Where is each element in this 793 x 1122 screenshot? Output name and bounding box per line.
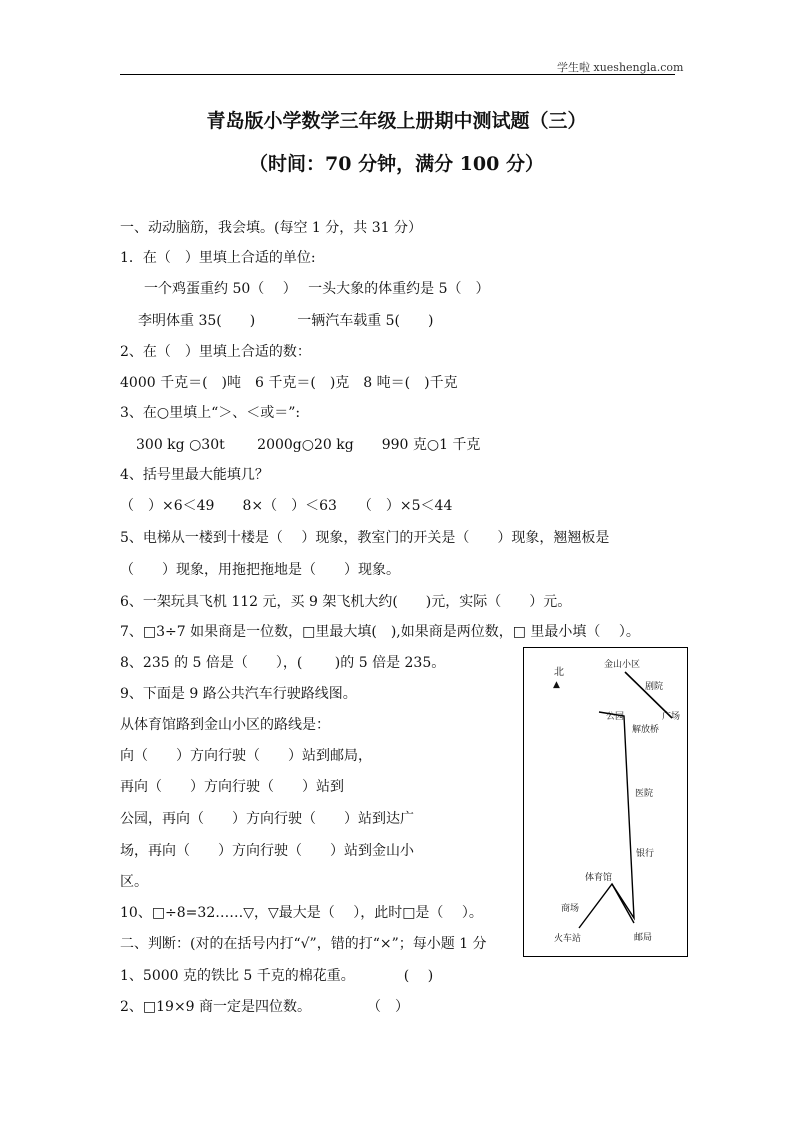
judge-1: 1、5000 克的铁比 5 千克的棉花重。 ( ) [120, 968, 434, 984]
stop-jinshan: 金山小区 [604, 660, 641, 670]
page-subtitle: （时间：70 分钟，满分 100 分） [249, 153, 544, 175]
question-4: 4、括号里最大能填几？ [120, 467, 269, 483]
header-rule [120, 74, 675, 75]
stop-huochezhan: 火车站 [554, 934, 582, 944]
page-title: 青岛版小学数学三年级上册期中测试题（三） [206, 110, 587, 132]
stop-gongyuan: 公园 [606, 712, 625, 722]
question-2-line-1: 4000 千克＝( )吨 6 千克＝( )克 8 吨＝( )千克 [120, 375, 458, 391]
question-1: 1．在（ ）里填上合适的单位: [120, 250, 316, 266]
question-3-line-1: 300 kg ○30t 2000g○20 kg 990 克○1 千克 [136, 437, 481, 453]
stop-guangchang: 广场 [662, 712, 681, 722]
question-5-line-2: （ ）现象，用拖把拖地是（ ）现象。 [120, 562, 400, 578]
question-9-line-1: 从体育馆路到金山小区的路线是： [120, 717, 330, 733]
question-7: 7、□3÷7 如果商是一位数，□里最大填( ),如果商是两位数，□ 里最小填（ ）。 [120, 624, 640, 640]
question-9-line-6: 区。 [120, 874, 148, 890]
stop-tiyuguan: 体育馆 [585, 873, 613, 883]
stop-yiyuan: 医院 [635, 789, 654, 799]
question-5: 5、电梯从一楼到十楼是（ ）现象，教室门的开关是（ ）现象，翘翘板是 [120, 530, 610, 546]
section-1-heading: 一、动动脑筋，我会填。(每空 1 分，共 31 分） [120, 220, 422, 236]
judge-2: 2、□19×9 商一定是四位数。 （ ） [120, 999, 410, 1015]
question-1-line-1: 一个鸡蛋重约 50（ ） 一头大象的体重约是 5（ ） [144, 281, 490, 297]
north-label: 北 [554, 667, 564, 678]
question-4-line-1: （ ）×6＜49 8×（ ）＜63 （ ）×5＜44 [120, 498, 453, 514]
question-9-line-5: 场，再向（ ）方向行驶（ ）站到金山小 [120, 843, 414, 859]
question-3: 3、在○里填上“＞、＜或＝”: [120, 405, 301, 421]
question-1-line-2: 李明体重 35( ) 一辆汽车载重 5( ) [138, 313, 434, 329]
north-arrow-icon: ▲ [553, 680, 560, 690]
route-lines [524, 648, 689, 958]
question-9: 9、下面是 9 路公共汽车行驶路线图。 [120, 686, 357, 702]
stop-juyuan: 剧院 [645, 682, 664, 692]
question-6: 6、一架玩具飞机 112 元，买 9 架飞机大约( )元，实际（ ）元。 [120, 594, 572, 610]
bus-route-map [523, 647, 688, 957]
stop-yinhang: 银行 [636, 849, 655, 859]
stop-jiefangqiao: 解放桥 [632, 725, 660, 735]
section-2-heading: 二、判断：(对的在括号内打“√”，错的打“×”；每小题 1 分 [120, 936, 487, 952]
question-9-line-2: 向（ ）方向行驶（ ）站到邮局， [120, 748, 372, 764]
question-2: 2、在（ ）里填上合适的数： [120, 344, 311, 360]
question-9-line-3: 再向（ ）方向行驶（ ）站到 [120, 779, 344, 795]
question-10: 10、□÷8=32……▽，▽最大是（ ），此时□是（ ）。 [120, 905, 483, 921]
question-8: 8、235 的 5 倍是（ ），( )的 5 倍是 235。 [120, 655, 446, 671]
header-site: 学生啦 xueshengla.com [557, 61, 684, 74]
stop-youju: 邮局 [634, 933, 653, 943]
question-9-line-4: 公园，再向（ ）方向行驶（ ）站到达广 [120, 811, 414, 827]
stop-shangchang: 商场 [561, 904, 580, 914]
